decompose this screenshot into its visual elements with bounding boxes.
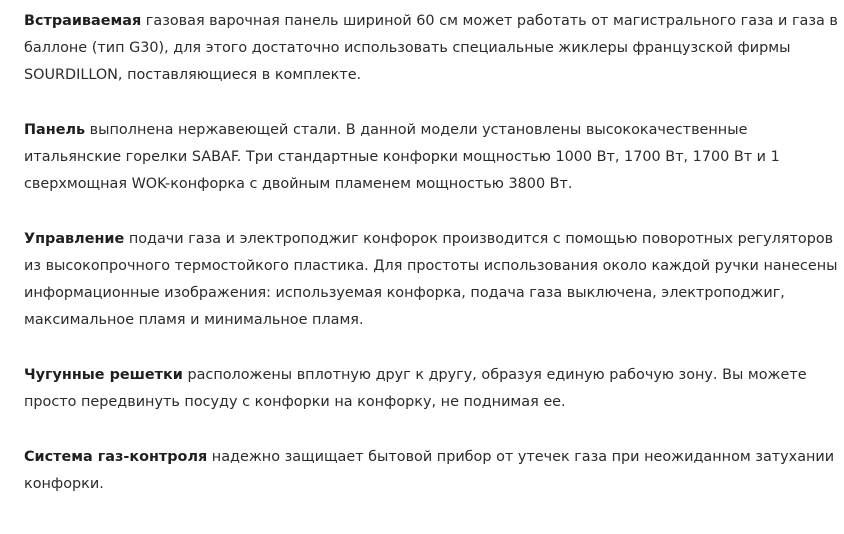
paragraph-heading: Панель <box>24 122 86 138</box>
paragraph-text: расположены вплотную друг к другу, образуя единую рабочую зону. Вы можете просто передвинуть посуду с конфорки на конфорку, не поднимая ее. <box>24 367 807 410</box>
paragraph-text: выполнена нержавеющей стали. В данной модели установлены высококачественные итальянские горелки SABAF. Три стандартные конфорки мощностью 1000 Вт, 1700 Вт, 1700 Вт и 1 сверхмощная WOK-конфорка с двойным пламенем мощностью 3800 Вт. <box>24 122 780 192</box>
paragraph-text: надежно защищает бытовой прибор от утечек газа при неожиданном затухании конфорки. <box>24 449 835 492</box>
paragraph-heading: Система газ-контроля <box>24 449 208 465</box>
paragraph-panel <box>24 117 838 198</box>
paragraph-text: подачи газа и электроподжиг конфорок производится с помощью поворотных регуляторов из высокопрочного термостойкого пластика. Для простоты использования около каждой ручки нанесены информационные изображения: используемая конфорка, подача газа выключена, электроподжиг, максимальное пламя и минимальное пламя. <box>24 231 838 328</box>
paragraph-text: газовая варочная панель шириной 60 см может работать от магистрального газа и газа в баллоне (тип G30), для этого достаточно использовать специальные жиклеры французской фирмы SOURDILLON, поставляющиеся в комплекте. <box>24 13 838 83</box>
paragraph-heading: Чугунные решетки <box>24 367 183 383</box>
paragraph-heading: Управление <box>24 231 125 247</box>
paragraph-heading: Встраиваемая <box>24 13 142 29</box>
paragraph-grates <box>24 362 838 416</box>
paragraph-control <box>24 226 838 334</box>
paragraph-gas-control <box>24 444 838 498</box>
paragraph-installation <box>24 8 838 89</box>
product-description <box>24 8 838 526</box>
